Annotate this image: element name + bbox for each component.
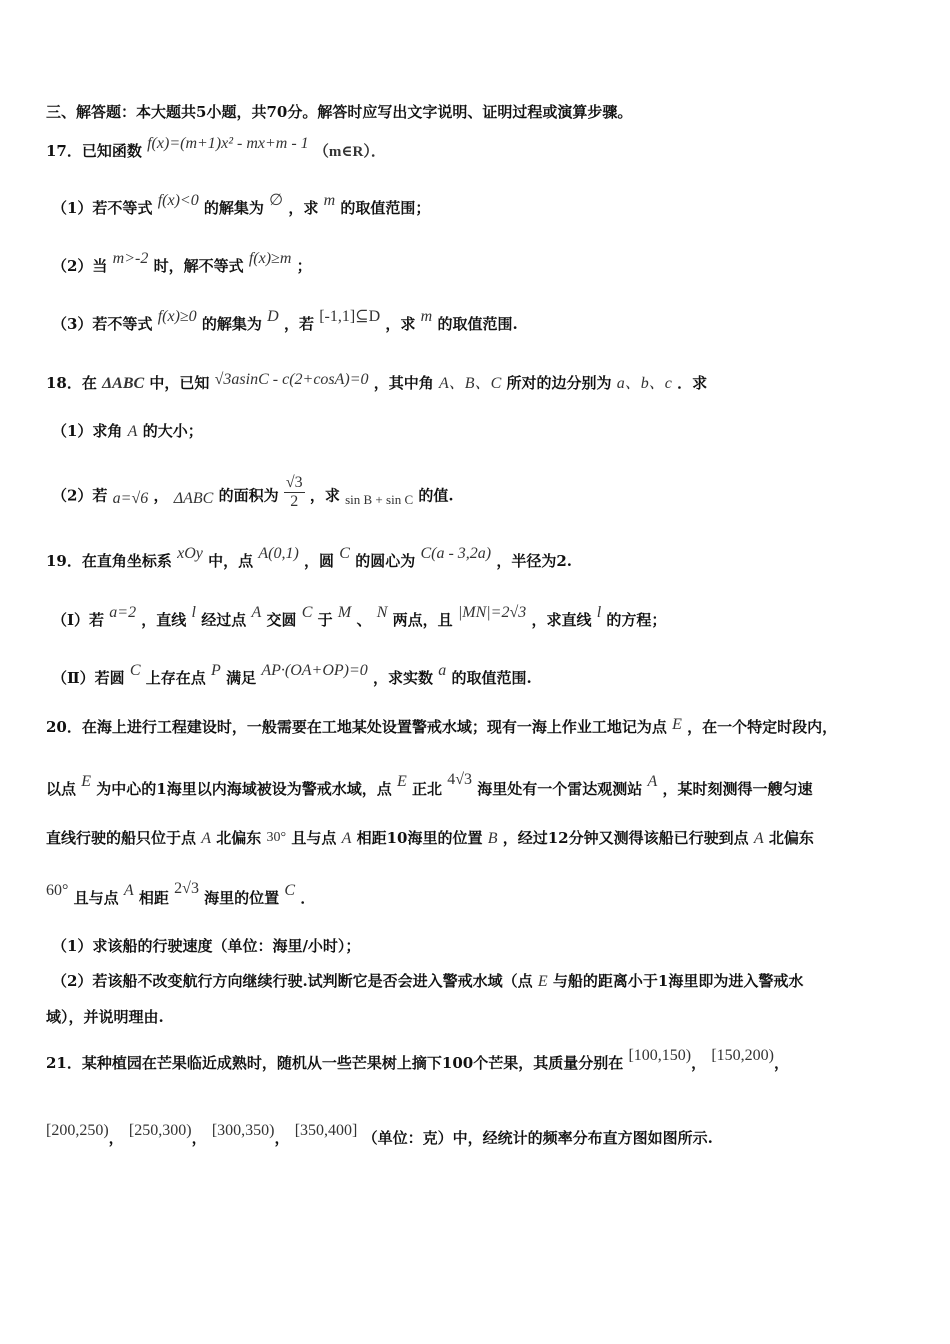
q17-p2-text: （2）当 bbox=[52, 257, 108, 275]
q18-p2-text: ， bbox=[153, 486, 169, 505]
q20-text: 且与点 bbox=[73, 889, 119, 907]
q17-p1-math: m bbox=[323, 192, 336, 209]
q19-math: xOy bbox=[177, 545, 203, 562]
q18-text: 所对的边分别为 bbox=[506, 374, 612, 392]
q20-p2-math: E bbox=[537, 973, 548, 990]
q20-text: 北偏东 bbox=[768, 829, 814, 847]
q20-text: 正北 bbox=[411, 780, 442, 798]
q18-p2-text: ，求 bbox=[309, 486, 340, 505]
q20-math: E bbox=[81, 773, 92, 790]
q18-equation: √3asinC - c(2+cosA)=0 bbox=[214, 371, 369, 388]
q20-part-1 bbox=[52, 935, 920, 957]
q19-p2-math: C bbox=[129, 662, 141, 679]
fraction-numerator: √3 bbox=[285, 474, 303, 491]
q20-text: 为中心的1海里以内海域被设为警戒水域，点 bbox=[96, 780, 392, 798]
q20-math: B bbox=[487, 830, 498, 847]
q17-p3-text: 的取值范围. bbox=[437, 315, 518, 333]
q19-p1-text: ，直线 bbox=[141, 611, 187, 629]
q17-p2-math: m>-2 bbox=[112, 250, 149, 267]
q18-area-fraction bbox=[284, 474, 305, 511]
q19-math: A(0,1) bbox=[258, 545, 299, 562]
q19-p1-text: 两点，且 bbox=[392, 611, 453, 629]
q18-number: 18．在 bbox=[46, 374, 97, 392]
question-20-line-1 bbox=[46, 716, 920, 739]
q18-p2-text: 的值. bbox=[418, 486, 454, 505]
q20-part-2-cont bbox=[46, 1006, 920, 1028]
q17-part-3 bbox=[52, 308, 920, 336]
q17-p3-text: 的解集为 bbox=[201, 315, 262, 333]
q20-math: E bbox=[672, 716, 682, 733]
question-19 bbox=[46, 545, 920, 573]
q18-p2-math: a=√6 bbox=[112, 489, 149, 507]
q17-condition: （m∈R）． bbox=[313, 144, 386, 160]
q20-math: 60° bbox=[46, 882, 69, 899]
q20-math: A bbox=[341, 830, 352, 847]
q17-p1-text: 的取值范围； bbox=[340, 199, 431, 217]
q17-p2-math: f(x)≥m bbox=[248, 250, 292, 267]
q20-part-2 bbox=[52, 970, 920, 993]
question-21-line-2 bbox=[46, 1122, 920, 1150]
q19-p1-text: 交圆 bbox=[266, 611, 297, 629]
q20-math: 30° bbox=[266, 830, 287, 845]
q21-separator: ， bbox=[108, 1129, 124, 1147]
q21-separator: ， bbox=[274, 1129, 290, 1147]
q19-p2-text: 满足 bbox=[226, 669, 257, 687]
q19-number: 19．在直角坐标系 bbox=[46, 552, 172, 570]
q18-text: ，其中角 bbox=[373, 374, 434, 392]
q21-interval: [300,350) bbox=[211, 1122, 275, 1139]
q20-text: ，在一个特定时段内， bbox=[687, 718, 838, 736]
q20-math: A bbox=[647, 773, 658, 790]
q19-p2-text: ，求实数 bbox=[373, 669, 434, 687]
q18-triangle: ΔABC bbox=[102, 375, 145, 392]
q19-p1-text: 经过点 bbox=[201, 611, 247, 629]
q17-p2-text: ； bbox=[296, 257, 312, 275]
q21-interval: [150,200) bbox=[711, 1047, 774, 1064]
q20-p2-text: 域），并说明理由. bbox=[46, 1008, 164, 1026]
q19-p1-math: A bbox=[251, 604, 262, 621]
q20-math: A bbox=[753, 830, 764, 847]
q20-p2-text: （2）若该船不改变航行方向继续行驶.试判断它是否会进入警戒水域（点 bbox=[52, 972, 533, 990]
q19-p2-text: （Ⅱ）若圆 bbox=[52, 669, 125, 687]
q21-interval: [100,150) bbox=[628, 1047, 692, 1064]
q20-math: C bbox=[284, 882, 296, 899]
section-header-text: 三、解答题：本大题共5小题，共70分。解答时应写出文字说明、证明过程或演算步骤。 bbox=[46, 103, 633, 121]
q17-p3-math: m bbox=[420, 308, 433, 325]
q20-text: ，经过12分钟又测得该船已行驶到点 bbox=[502, 829, 749, 847]
q20-text: ，某时刻测得一艘匀速 bbox=[662, 780, 813, 798]
q20-text: 20．在海上进行工程建设时，一般需要在工地某处设置警戒水域；现有一海上作业工地记为点 bbox=[46, 718, 667, 736]
q19-p1-text: 、 bbox=[356, 611, 372, 629]
q17-p1-math: ∅ bbox=[269, 192, 284, 209]
q20-text: 北偏东 bbox=[216, 829, 262, 847]
q17-p3-text: ，求 bbox=[385, 315, 416, 333]
q20-math: A bbox=[201, 830, 212, 847]
section-header bbox=[46, 101, 920, 123]
q19-p1-text: 于 bbox=[317, 611, 333, 629]
q18-p2-text: 的面积为 bbox=[218, 486, 279, 505]
q20-text: 相距 bbox=[138, 889, 169, 907]
q18-sides: a、b、c bbox=[616, 375, 672, 392]
q18-p2-math: ΔABC bbox=[173, 489, 214, 507]
q19-p2-math: P bbox=[211, 662, 221, 679]
question-17 bbox=[46, 135, 920, 163]
q17-p3-math: f(x)≥0 bbox=[157, 308, 197, 325]
question-20-line-2 bbox=[46, 771, 920, 801]
q21-text: 21．某种植园在芒果临近成熟时，随机从一些芒果树上摘下100个芒果，其质量分别在 bbox=[46, 1054, 624, 1072]
q21-text: （单位：克）中，经统计的频率分布直方图如图所示. bbox=[362, 1129, 713, 1147]
q21-separator: ， bbox=[691, 1054, 707, 1072]
question-20-line-4 bbox=[46, 880, 920, 910]
q17-function: f(x)=(m+1)x² - mx+m - 1 bbox=[147, 135, 309, 152]
q19-p1-math: l bbox=[191, 604, 196, 621]
fraction-denominator: 2 bbox=[290, 493, 299, 510]
q20-text: 相距10海里的位置 bbox=[356, 829, 483, 847]
q19-math: C(a - 3,2a) bbox=[420, 545, 492, 562]
q19-p1-math: M bbox=[337, 604, 352, 621]
q20-p1-text: （1）求该船的行驶速度（单位：海里/小时）； bbox=[52, 937, 361, 955]
q21-interval: [350,400] bbox=[294, 1122, 358, 1139]
q19-text: 的圆心为 bbox=[355, 552, 416, 570]
q19-p1-text: 的方程； bbox=[606, 611, 667, 629]
q21-separator: ， bbox=[774, 1054, 790, 1072]
q20-math: 4√3 bbox=[447, 771, 472, 788]
q17-p3-math: [-1,1]⊆D bbox=[319, 308, 381, 325]
q19-p1-math: |MN|=2√3 bbox=[457, 604, 527, 621]
q21-interval: [250,300) bbox=[128, 1122, 192, 1139]
q18-angles: A、B、C bbox=[439, 375, 502, 392]
question-21-line-1 bbox=[46, 1047, 920, 1075]
q17-p1-text: ，求 bbox=[288, 199, 319, 217]
q18-text: ．求 bbox=[677, 374, 708, 392]
q21-interval: [200,250) bbox=[46, 1122, 109, 1139]
q19-part-1 bbox=[52, 604, 920, 632]
question-20-line-3 bbox=[46, 827, 920, 851]
q20-text: 海里的位置 bbox=[204, 889, 280, 907]
q18-p2-math: sin B + sin C bbox=[345, 491, 414, 507]
q19-text: ，半径为2. bbox=[496, 552, 572, 570]
q20-math: A bbox=[123, 882, 134, 899]
q19-p2-math: a bbox=[438, 662, 447, 679]
q19-p1-math: l bbox=[596, 604, 602, 621]
q18-p1-text: 的大小； bbox=[142, 422, 203, 440]
q18-part-1 bbox=[52, 420, 920, 443]
q20-text: 且与点 bbox=[291, 829, 337, 847]
q19-text: 中，点 bbox=[208, 552, 254, 570]
q17-p1-math: f(x)<0 bbox=[157, 192, 199, 209]
q17-p3-text: ，若 bbox=[283, 315, 314, 333]
q19-p2-math: AP·(OA+OP)=0 bbox=[261, 662, 368, 679]
q19-math: C bbox=[339, 545, 350, 562]
q20-text: 以点 bbox=[46, 780, 77, 798]
q20-text: ． bbox=[300, 889, 316, 907]
q17-part-2 bbox=[52, 250, 920, 278]
q17-p1-text: （1）若不等式 bbox=[52, 199, 153, 217]
q19-p1-math: C bbox=[301, 604, 313, 621]
q20-text: 海里处有一个雷达观测站 bbox=[477, 780, 643, 798]
q19-text: ，圆 bbox=[304, 552, 335, 570]
q19-p2-text: 上存在点 bbox=[145, 669, 206, 687]
q18-p1-text: （1）求角 bbox=[52, 422, 123, 440]
q19-p1-math: N bbox=[376, 604, 388, 621]
q20-math: E bbox=[396, 773, 407, 790]
q20-math: 2√3 bbox=[174, 880, 199, 897]
q18-p2-text: （2）若 bbox=[52, 486, 108, 505]
q17-number: 17．已知函数 bbox=[46, 142, 142, 160]
q21-separator: ， bbox=[191, 1129, 207, 1147]
q18-part-2 bbox=[52, 474, 920, 515]
q19-p1-text: ，求直线 bbox=[531, 611, 592, 629]
q20-text: 直线行驶的船只位于点 bbox=[46, 829, 197, 847]
question-18 bbox=[46, 372, 920, 395]
q17-p3-text: （3）若不等式 bbox=[52, 315, 153, 333]
q17-p1-text: 的解集为 bbox=[203, 199, 264, 217]
q19-p1-math: a=2 bbox=[109, 604, 137, 621]
q19-p1-text: （Ⅰ）若 bbox=[52, 611, 105, 629]
q19-part-2 bbox=[52, 662, 920, 690]
q20-p2-text: 与船的距离小于1海里即为进入警戒水 bbox=[552, 972, 804, 990]
q17-part-1 bbox=[52, 192, 920, 220]
q17-p2-text: 时，解不等式 bbox=[153, 257, 244, 275]
q19-p2-text: 的取值范围. bbox=[451, 669, 532, 687]
q17-p3-math: D bbox=[267, 308, 279, 325]
q18-p1-math: A bbox=[127, 423, 138, 440]
q18-text: 中，已知 bbox=[149, 374, 210, 392]
